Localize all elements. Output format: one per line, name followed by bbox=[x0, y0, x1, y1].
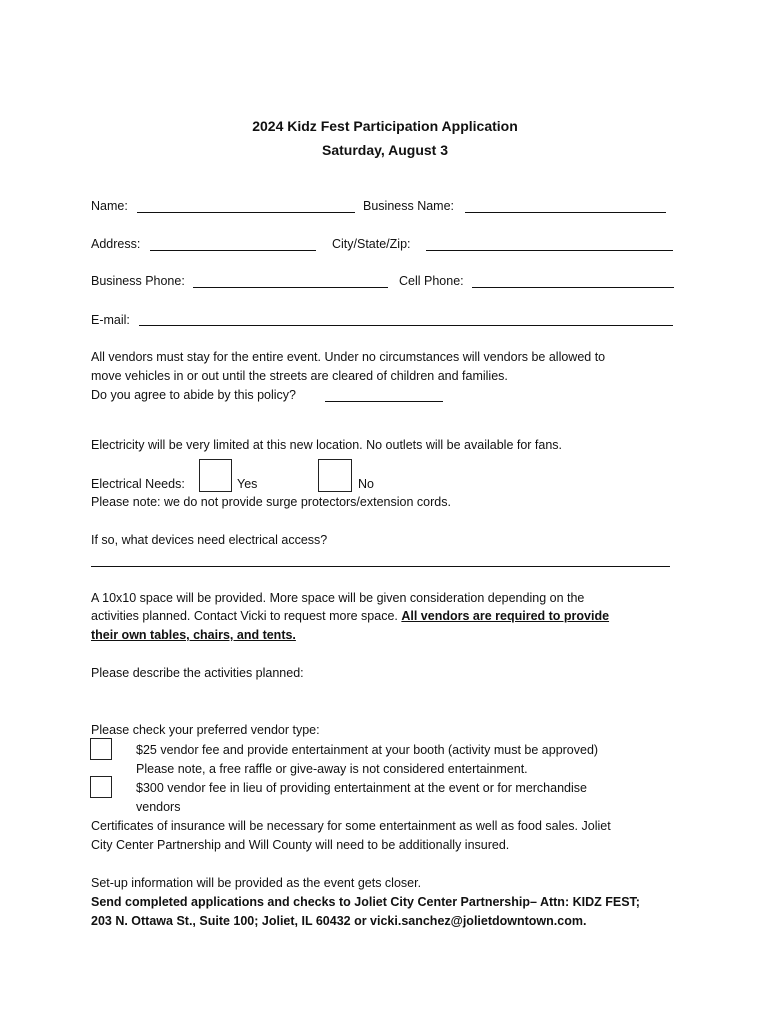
setup-info: Set-up information will be provided as the event gets closer. bbox=[91, 876, 422, 890]
insurance-text-line2: City Center Partnership and Will County will need to be additionally insured. bbox=[91, 838, 510, 852]
insurance-text-line1: Certificates of insurance will be necessary for some entertainment as well as food sales. Joliet bbox=[91, 819, 611, 833]
space-text-line2 bbox=[91, 607, 609, 626]
business-phone-label: Business Phone: bbox=[91, 274, 185, 288]
space-text-plain: activities planned. Contact Vicki to request more space. bbox=[91, 609, 402, 623]
page-title: 2024 Kidz Fest Participation Application bbox=[252, 118, 518, 134]
cell-phone-field[interactable] bbox=[472, 287, 674, 288]
devices-answer-field[interactable] bbox=[91, 566, 670, 567]
vendor-300-checkbox[interactable] bbox=[90, 776, 112, 798]
send-instructions-line2: 203 N. Ottawa St., Suite 100; Joliet, IL 60432 or vicki.sanchez@jolietdowntown.com. bbox=[91, 914, 587, 928]
city-state-zip-label: City/State/Zip: bbox=[332, 237, 411, 251]
city-state-zip-field[interactable] bbox=[426, 250, 673, 251]
electricity-notice: Electricity will be very limited at this new location. No outlets will be available for fans. bbox=[91, 438, 563, 452]
space-text-line3: their own tables, chairs, and tents. bbox=[91, 628, 296, 642]
policy-agree-field[interactable] bbox=[325, 401, 443, 402]
vendor-type-prompt: Please check your preferred vendor type: bbox=[91, 723, 320, 737]
business-phone-field[interactable] bbox=[193, 287, 388, 288]
policy-text-line2: move vehicles in or out until the streets are cleared of children and families. bbox=[91, 369, 508, 383]
electrical-needs-label: Electrical Needs: bbox=[91, 477, 185, 491]
send-instructions-line1: Send completed applications and checks to Joliet City Center Partnership– Attn: KIDZ FEST; bbox=[91, 895, 640, 909]
email-label: E-mail: bbox=[91, 313, 130, 327]
space-text-requirement: All vendors are required to provide bbox=[401, 609, 610, 623]
address-field[interactable] bbox=[150, 250, 316, 251]
electrical-yes-label: Yes bbox=[237, 477, 258, 491]
business-name-field[interactable] bbox=[465, 212, 666, 213]
devices-question: If so, what devices need electrical access? bbox=[91, 533, 328, 547]
page-subtitle: Saturday, August 3 bbox=[321, 142, 449, 158]
name-label: Name: bbox=[91, 199, 128, 213]
cell-phone-label: Cell Phone: bbox=[399, 274, 464, 288]
electrical-no-checkbox[interactable] bbox=[318, 459, 352, 492]
vendor-25-line2: Please note, a free raffle or give-away is not considered entertainment. bbox=[136, 762, 528, 776]
vendor-300-line1: $300 vendor fee in lieu of providing entertainment at the event or for merchandise bbox=[136, 781, 587, 795]
business-name-label: Business Name: bbox=[363, 199, 455, 213]
space-text-line1: A 10x10 space will be provided. More space will be given consideration depending on the bbox=[91, 591, 585, 605]
name-field[interactable] bbox=[137, 212, 355, 213]
policy-text-line1: All vendors must stay for the entire event. Under no circumstances will vendors be allowed to bbox=[91, 350, 606, 364]
electrical-yes-checkbox[interactable] bbox=[199, 459, 232, 492]
policy-question: Do you agree to abide by this policy? bbox=[91, 388, 296, 402]
activities-label: Please describe the activities planned: bbox=[91, 666, 304, 680]
vendor-25-checkbox[interactable] bbox=[90, 738, 112, 760]
address-label: Address: bbox=[91, 237, 141, 251]
vendor-25-line1: $25 vendor fee and provide entertainment at your booth (activity must be approved) bbox=[136, 743, 599, 757]
surge-protector-note: Please note: we do not provide surge protectors/extension cords. bbox=[91, 495, 451, 509]
email-field[interactable] bbox=[139, 325, 673, 326]
vendor-300-line2: vendors bbox=[136, 800, 181, 814]
electrical-no-label: No bbox=[358, 477, 374, 491]
